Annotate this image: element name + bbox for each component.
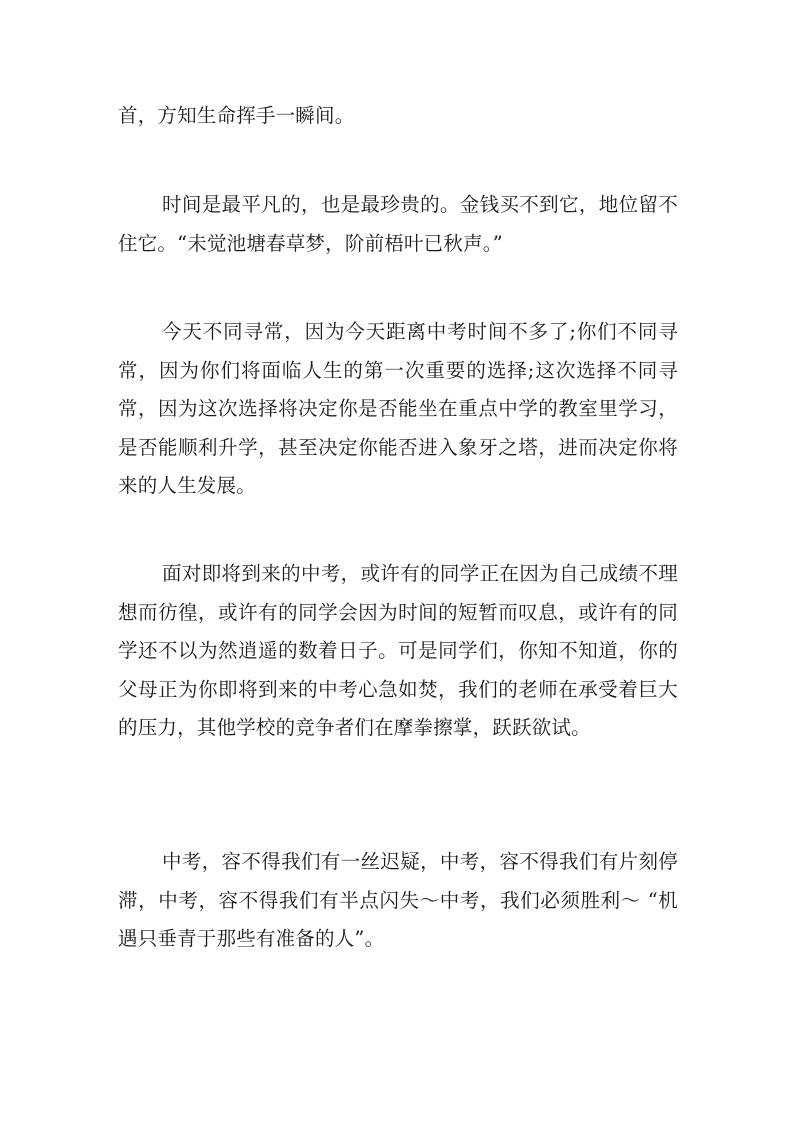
paragraph-unusual-day: 今天不同寻常，因为今天距离中考时间不多了;你们不同寻常，因为你们将面临人生的第一次重要的选择;这次选择不同寻常，因为这次选择将决定你是否能坐在重点中学的教室里学习，是否能顺利升学，甚至决定你能否进入象牙之塔，进而决定你将来的人生发展。	[118, 320, 678, 497]
paragraph-continuation: 首，方知生命挥手一瞬间。	[118, 104, 355, 127]
paragraph-facing-exam: 面对即将到来的中考，或许有的同学正在因为自己成绩不理想而彷徨，或许有的同学会因为时间的短暂而叹息，或许有的同学还不以为然逍遥的数着日子。可是同学们，你知不知道，你的父母正为你即将到来的中考心急如焚，我们的老师在承受着巨大的压力，其他学校的竞争者们在摩拳擦掌，跃跃欲试。	[118, 562, 678, 739]
paragraph-must-win: 中考，容不得我们有一丝迟疑，中考，容不得我们有片刻停滞，中考，容不得我们有半点闪失～中考，我们必须胜利～ “机遇只垂青于那些有准备的人”。	[118, 850, 678, 950]
paragraph-time-value: 时间是最平凡的，也是最珍贵的。金钱买不到它，地位留不住它。“未觉池塘春草梦，阶前梧叶已秋声。”	[118, 193, 678, 255]
